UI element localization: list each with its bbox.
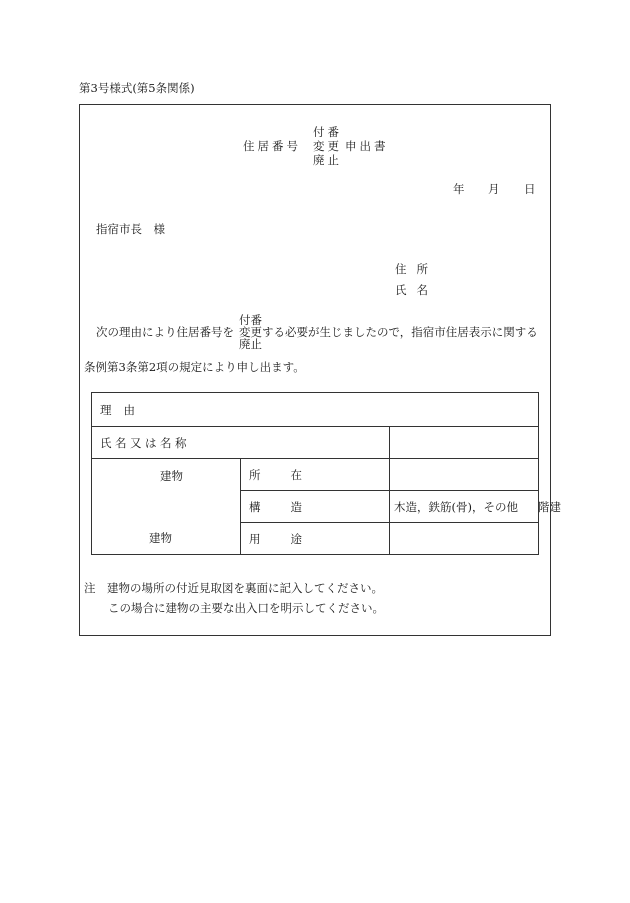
form-number-label: 第3号様式(第5条関係) — [79, 81, 195, 95]
structure-label-cell — [241, 491, 390, 523]
usage-label: 用途 — [249, 531, 332, 546]
body-line2: 条例第3条第2項の規定により申し出ます。 — [84, 360, 305, 374]
location-label: 所在 — [249, 467, 332, 482]
building-info-table — [91, 392, 561, 555]
title-suffix: 申出書 — [345, 139, 389, 153]
building-label-char-2: 建物 — [149, 530, 172, 545]
building-label-cell — [92, 459, 241, 555]
structure-value: 木造，鉄筋(骨)，その他 — [394, 499, 518, 514]
addressee: 指宿市長 様 — [96, 222, 165, 236]
note-line-2: この場合に建物の主要な出入口を明示してください。 — [108, 601, 384, 615]
body-option-abolish: 廃止 — [239, 337, 262, 351]
table-row — [92, 427, 539, 459]
location-label-cell — [241, 459, 390, 491]
reason-row — [92, 393, 539, 427]
body-line1-after: する必要が生じましたので，指宿市住居表示に関する — [262, 325, 538, 339]
applicant-name-label: 氏名 — [395, 283, 438, 297]
applicant-address-label: 住所 — [395, 262, 438, 276]
table-row — [92, 393, 539, 427]
title-option-issue: 付番 — [313, 125, 342, 139]
structure-value-cell — [390, 491, 561, 523]
name-label: 氏名又は名称 — [100, 435, 190, 450]
structure-label: 構造 — [249, 499, 332, 514]
location-value-cell — [390, 459, 539, 491]
title-option-change: 変更 — [313, 139, 342, 153]
date-year: 年 — [453, 182, 465, 196]
building-label-char-1: 建物 — [160, 468, 183, 483]
body-option-issue: 付番 — [239, 313, 262, 327]
body-line1-before: 次の理由により住居番号を — [96, 325, 234, 339]
usage-value-cell — [390, 523, 539, 555]
note-line-1: 注 建物の場所の付近見取図を裏面に記入してください。 — [84, 581, 383, 595]
name-value-cell — [390, 427, 539, 459]
name-label-cell — [92, 427, 390, 459]
title-option-abolish: 廃止 — [313, 153, 342, 167]
structure-suffix: 階建 — [537, 499, 561, 514]
reason-label: 理由 — [100, 402, 147, 417]
date-month: 月 — [488, 182, 500, 196]
date-day: 日 — [524, 182, 536, 196]
title-prefix: 住居番号 — [243, 139, 301, 153]
table-row — [92, 459, 539, 491]
usage-label-cell — [241, 523, 390, 555]
body-option-change: 変更 — [239, 325, 262, 339]
